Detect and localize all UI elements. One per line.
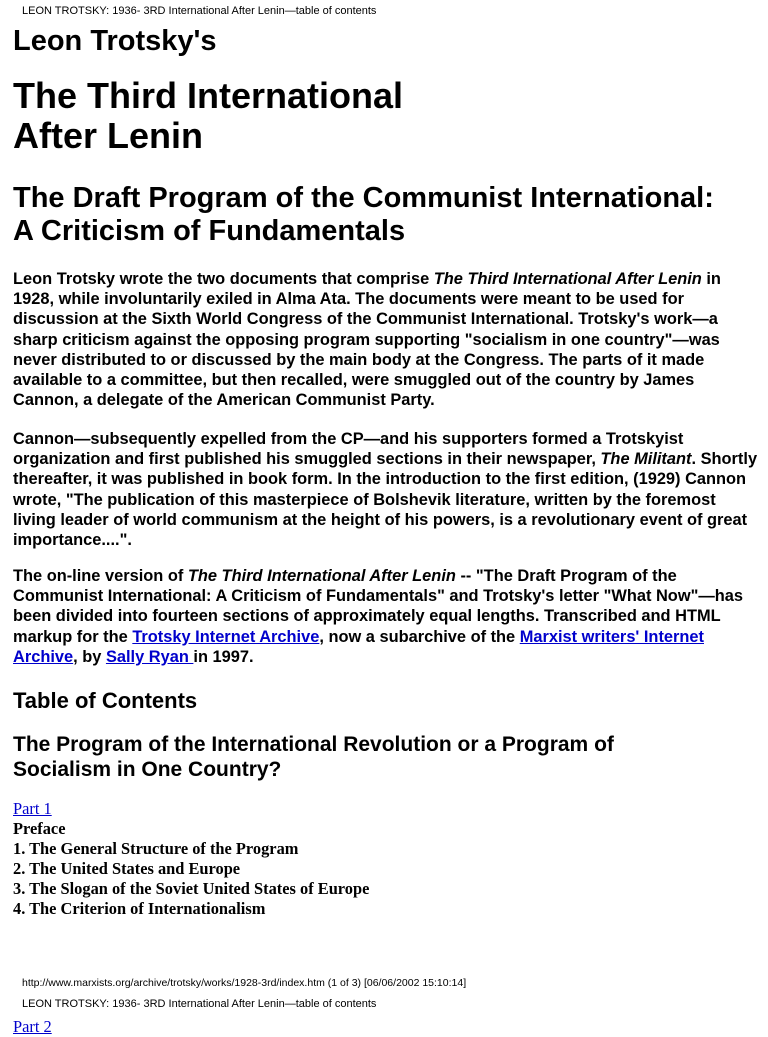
subtitle-line-2: A Criticism of Fundamentals: [13, 215, 406, 247]
book-title-italic: The Third International After Lenin: [433, 270, 702, 288]
toc-heading: Table of Contents: [13, 688, 198, 713]
text-run: in 1997.: [193, 647, 254, 666]
intro-paragraph-2: [13, 429, 758, 550]
title-line-1: The Third International: [13, 75, 404, 116]
toc-list: [13, 799, 369, 919]
text-run: Cannon—subsequently expelled from the CP—and his supporters formed a Trotskyist organization and first published his smuggled sections in their newspaper,: [13, 430, 684, 469]
book-title-italic: The Third International After Lenin: [187, 567, 456, 585]
part-1-link[interactable]: Part 1: [13, 799, 52, 818]
intro-paragraph-3: [13, 566, 758, 667]
sally-ryan-link[interactable]: Sally Ryan: [105, 647, 194, 666]
title-line-2: After Lenin: [13, 115, 204, 156]
toc-item: 3. The Slogan of the Soviet United States of Europe: [13, 879, 370, 898]
footer-url: http://www.marxists.org/archive/trotsky/works/1928-3rd/index.htm (1 of 3) [06/06/2002 15:10:14]: [22, 977, 467, 989]
subtitle-line-1: The Draft Program of the Communist International:: [13, 182, 714, 214]
intro-paragraph-1: [13, 269, 758, 410]
toc-item: 2. The United States and Europe: [13, 859, 241, 878]
text-run: , now a subarchive of the: [319, 627, 520, 646]
text-run: , by: [73, 647, 106, 666]
author-heading: Leon Trotsky's: [13, 25, 217, 57]
running-header: LEON TROTSKY: 1936- 3RD International After Lenin—table of contents: [22, 5, 377, 17]
text-run: Leon Trotsky wrote the two documents that comprise: [13, 270, 434, 288]
footer-running-header: LEON TROTSKY: 1936- 3RD International After Lenin—table of contents: [22, 998, 377, 1010]
text-run: . Shortly thereafter, it was published in book form. In the introduction to the first edition, (1929) Cannon wrote, "The publication of this masterpiece of Bolshevik literature, written by the foremost living leader of world communism at the height of his powers, is a revolutionary event of great importance....".: [13, 450, 758, 550]
toc-item: 4. The Criterion of Internationalism: [13, 899, 266, 918]
marxist-archive-link[interactable]: Marxist writers' Internet Archive: [13, 627, 704, 666]
toc-item: Preface: [13, 819, 66, 838]
text-run: The on-line version of: [13, 567, 188, 585]
page-title: [13, 76, 403, 156]
trotsky-archive-link[interactable]: Trotsky Internet Archive: [132, 627, 320, 646]
text-run: -- "The Draft Program of the Communist International: A Criticism of Fundamentals" and Trotsky's letter "What Now"—has been divided into fourteen sections of approximately equal lengths. Transcribed and HTML markup for the: [13, 567, 743, 646]
toc-part-item: [13, 799, 369, 819]
part-2-link[interactable]: Part 2: [13, 1017, 52, 1036]
page-subtitle: [13, 182, 714, 248]
section-heading: The Program of the International Revolution or a Program of Socialism in One Country?: [13, 733, 614, 781]
newspaper-title-italic: The Militant: [600, 450, 692, 469]
toc-item: 1. The General Structure of the Program: [13, 839, 299, 858]
text-run: in 1928, while involuntarily exiled in Alma Ata. The documents were meant to be used for discussion at the Sixth World Congress of the Communist International. Trotsky's work—a sharp criticism against the opposing program supporting "socialism in one country"—was never distributed to or discussed by the main body at the Congress. The parts of it made available to a committee, but then recalled, were smuggled out of the country by James Cannon, a delegate of the American Communist Party.: [13, 270, 721, 410]
